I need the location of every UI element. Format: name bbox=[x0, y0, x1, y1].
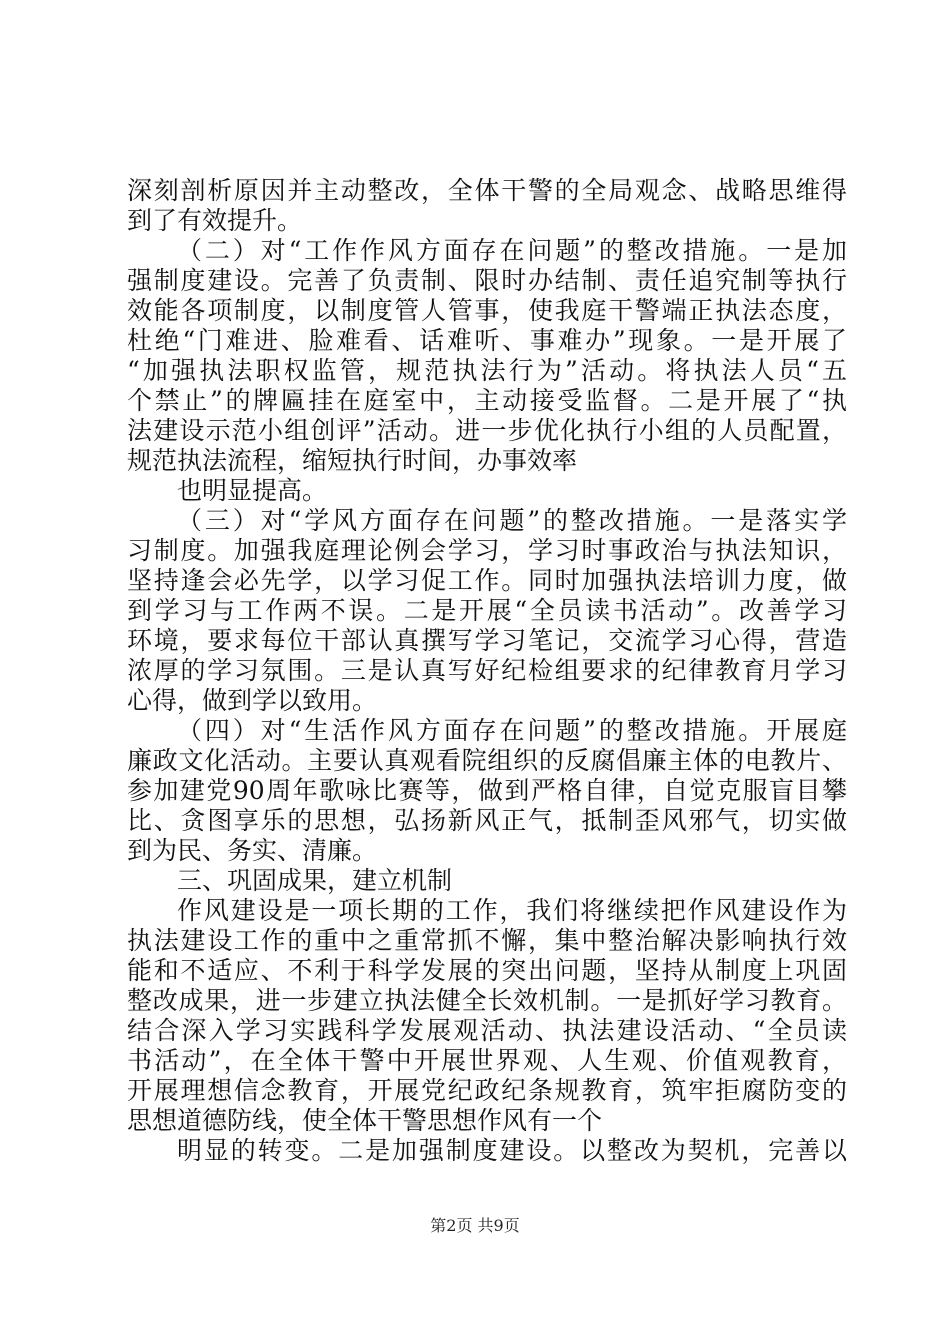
text-line: 也明显提高。 bbox=[177, 476, 328, 505]
text-line: 执法建设工作的重中之重常抓不懈，集中整治解决影响执行效 bbox=[127, 926, 847, 955]
text-line: 参加建党90周年歌咏比赛等，做到严格自律，自觉克服盲目攀 bbox=[127, 776, 847, 805]
text-line: 三、巩固成果，建立机制 bbox=[177, 866, 453, 895]
text-line: 明显的转变。二是加强制度建设。以整改为契机，完善以 bbox=[177, 1136, 847, 1165]
text-line: 环境，要求每位干部认真撰写学习笔记，交流学习心得，营造 bbox=[127, 626, 847, 655]
text-line: 浓厚的学习氛围。三是认真写好纪检组要求的纪律教育月学习 bbox=[127, 656, 847, 685]
text-line: 整改成果，进一步建立执法健全长效机制。一是抓好学习教育。 bbox=[127, 986, 847, 1015]
text-line: 到学习与工作两不误。二是开展“全员读书活动”。改善学习 bbox=[127, 596, 847, 625]
page-footer: 第2页 共9页 bbox=[430, 1216, 520, 1235]
text-line: 比、贪图享乐的思想，弘扬新风正气，抵制歪风邪气，切实做 bbox=[127, 806, 847, 835]
text-line: 个禁止”的牌匾挂在庭室中，主动接受监督。二是开展了“执 bbox=[127, 386, 847, 415]
text-line: 到了有效提升。 bbox=[127, 206, 303, 235]
text-line: 思想道德防线，使全体干警思想作风有一个 bbox=[127, 1106, 603, 1135]
text-line: 到为民、务实、清廉。 bbox=[127, 836, 378, 865]
text-line: （三）对“学风方面存在问题”的整改措施。一是落实学 bbox=[177, 506, 847, 535]
text-line: （二）对“工作作风方面存在问题”的整改措施。一是加 bbox=[177, 236, 847, 265]
document-body bbox=[127, 176, 847, 1166]
text-line: 习制度。加强我庭理论例会学习，学习时事政治与执法知识， bbox=[127, 536, 847, 565]
text-line: 规范执法流程，缩短执行时间，办事效率 bbox=[127, 446, 578, 475]
text-line: 效能各项制度，以制度管人管事，使我庭干警端正执法态度， bbox=[127, 296, 847, 325]
text-line: 廉政文化活动。主要认真观看院组织的反腐倡廉主体的电教片、 bbox=[127, 746, 847, 775]
text-line: 作风建设是一项长期的工作，我们将继续把作风建设作为 bbox=[177, 896, 847, 925]
text-line: 心得，做到学以致用。 bbox=[127, 686, 378, 715]
text-line: 强制度建设。完善了负责制、限时办结制、责任追究制等执行 bbox=[127, 266, 847, 295]
text-line: 杜绝“门难进、脸难看、话难听、事难办”现象。一是开展了 bbox=[127, 326, 847, 355]
text-line: 法建设示范小组创评”活动。进一步优化执行小组的人员配置， bbox=[127, 416, 847, 445]
text-line: 深刻剖析原因并主动整改，全体干警的全局观念、战略思维得 bbox=[127, 176, 847, 205]
text-line: 结合深入学习实践科学发展观活动、执法建设活动、“全员读 bbox=[127, 1016, 847, 1045]
text-line: 开展理想信念教育，开展党纪政纪条规教育，筑牢拒腐防变的 bbox=[127, 1076, 847, 1105]
text-line: 能和不适应、不利于科学发展的突出问题，坚持从制度上巩固 bbox=[127, 956, 847, 985]
text-line: 坚持逢会必先学，以学习促工作。同时加强执法培训力度，做 bbox=[127, 566, 847, 595]
text-line: “加强执法职权监管，规范执法行为”活动。将执法人员“五 bbox=[127, 356, 847, 385]
text-line: 书活动”，在全体干警中开展世界观、人生观、价值观教育， bbox=[127, 1046, 847, 1075]
text-line: （四）对“生活作风方面存在问题”的整改措施。开展庭 bbox=[177, 716, 847, 745]
